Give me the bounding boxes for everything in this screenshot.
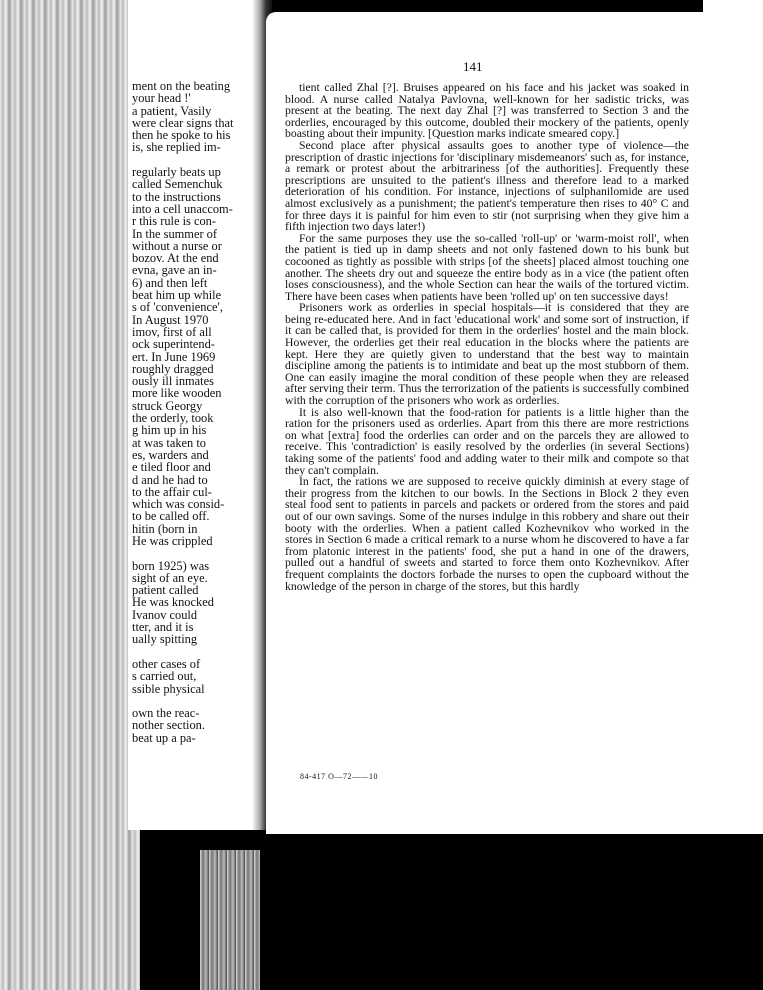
left-page-line: roughly dragged bbox=[132, 361, 214, 376]
left-page-line: ssible physical bbox=[132, 681, 205, 696]
left-page-line: He was knocked bbox=[132, 595, 214, 610]
paragraph: For the same purposes they use the so-called 'roll-up' or 'warm-moist roll', when the patient is tied up in damp sheets and not only fastened down to his bunk but cocooned as tightly as possible with strips [of the sheets] placed almost touching one another. The sheets dry out and squeeze the entire body as in a vice (the patient often loses consciousness), and the whole Section can hear the wails of the tortured victim. There have been cases when patients have been 'rolled up' on ten successive days! bbox=[285, 231, 689, 303]
left-page-line: ment on the beating bbox=[132, 79, 231, 93]
left-page-line: hitin (born in bbox=[132, 521, 198, 536]
scanner-shadow bbox=[200, 850, 260, 990]
left-page-line: more like wooden bbox=[132, 386, 222, 401]
left-page-line: other cases of bbox=[132, 656, 201, 671]
left-page-line: In the summer of bbox=[132, 226, 217, 241]
left-page-text bbox=[128, 80, 234, 744]
left-page-line: your head !' bbox=[132, 91, 191, 106]
left-page-line: is, she replied im- bbox=[132, 140, 221, 155]
left-page-line: r this rule is con- bbox=[132, 214, 216, 229]
paragraph: In fact, the rations we are supposed to receive quickly diminish at every stage of their progress from the kitchen to our bowls. In the Sections in Block 2 they even steal food sent to patients in parcels and packets or ordered from the stores and paid out of our own savings. Some of the nurses indulge in this robbery and share out their booty with the orderlies. When a patient called Kozhevnikov who worked in the stores in Section 6 made a critical remark to a nurse whom he discovered to have a far from platonic interest in the patients' food, she put a hand in one of the drawers, pulled out a handful of sweets and started to force them onto Kozhevnikov. After frequent complaints the doctors forbade the nurses to open the cupboard without the knowledge of the person in charge of the stores, but this hardly bbox=[285, 475, 689, 593]
left-page-line: evna, gave an in- bbox=[132, 263, 217, 278]
left-page-line: ually spitting bbox=[132, 632, 198, 647]
left-page-line: called Semenchuk bbox=[132, 177, 223, 192]
left-page-line: without a nurse or bbox=[132, 238, 222, 253]
left-page-line: g him up in his bbox=[132, 423, 207, 438]
left-page-line: to the instructions bbox=[132, 189, 221, 204]
left-page-line: patient called bbox=[132, 583, 199, 598]
left-page-line: to the affair cul- bbox=[132, 484, 212, 499]
left-page bbox=[128, 0, 258, 830]
left-page-line: beat him up while bbox=[132, 288, 222, 303]
left-page-line: struck Georgy bbox=[132, 398, 203, 413]
left-page-line: 6) and then left bbox=[132, 275, 208, 290]
scanner-edge bbox=[0, 0, 140, 990]
print-code-footer: 84-417 O—72——10 bbox=[300, 772, 378, 781]
page-body bbox=[285, 82, 689, 592]
left-page-line: Ivanov could bbox=[132, 607, 198, 622]
left-page-line: own the reac- bbox=[132, 706, 200, 721]
left-page-line: d and he had to bbox=[132, 472, 208, 487]
left-page-line: tter, and it is bbox=[132, 620, 194, 635]
left-page-line: s of 'convenience', bbox=[132, 300, 223, 315]
left-page-line: ously ill inmates bbox=[132, 374, 214, 389]
left-page-line: regularly beats up bbox=[132, 165, 221, 180]
left-page-line: imov, first of all bbox=[132, 324, 212, 339]
left-page-line: es, warders and bbox=[132, 447, 209, 462]
left-page-line: ert. In June 1969 bbox=[132, 349, 216, 364]
left-page-line: In August 1970 bbox=[132, 312, 209, 327]
left-page-line: were clear signs that bbox=[132, 115, 234, 130]
left-page-line: at was taken to bbox=[132, 435, 206, 450]
left-page-line: to be called off. bbox=[132, 509, 210, 524]
left-page-line: which was consid- bbox=[132, 497, 225, 512]
left-page-line: a patient, Vasily bbox=[132, 103, 212, 118]
left-page-line: the orderly, took bbox=[132, 411, 214, 426]
left-page-line: He was crippled bbox=[132, 533, 213, 548]
left-page-line: then he spoke to his bbox=[132, 128, 231, 143]
left-page-line: bozov. At the end bbox=[132, 251, 219, 266]
page-number: 141 bbox=[463, 59, 483, 74]
paragraph: It is also well-known that the food-ration for patients is a little higher than the ration for the prisoners used as orderlies. Apart from this there are more restrictions on what [extra] food the orderlies can order and on the parcels they are allowed to receive. This 'contradiction' is easily resolved by the orderlies (in several Sections) taking some of the patients' food and adding water to their milk and compote so that they can't complain. bbox=[285, 405, 689, 477]
right-page bbox=[266, 12, 763, 834]
left-page-line: nother section. bbox=[132, 718, 205, 733]
left-page-line: ock superintend- bbox=[132, 337, 215, 352]
left-page-line: s carried out, bbox=[132, 669, 197, 684]
left-page-line: into a cell unaccom- bbox=[132, 201, 233, 216]
paragraph: Second place after physical assaults goes to another type of violence—the prescription of drastic injections for 'disciplinary misdemeanors' such as, for instance, a remark or protest about the arbitrariness [of the authorities]. Frequently these prescriptions are unsuited to the patient's illness and therefore lead to a marked deterioration of his condition. For instance, injections of sulphanilomide are used almost exclusively as a punishment; the patient's temperature then rises to 40° C and for three days it is painful for him even to stir (not surprising when they give him a fifth injection two days later!) bbox=[285, 138, 689, 234]
left-page-line: sight of an eye. bbox=[132, 570, 208, 585]
page-corner bbox=[703, 0, 763, 20]
paragraph: Prisoners work as orderlies in special hospitals—it is considered that they are being re-educated here. And in fact 'educational work' and some sort of instruction, if it can be called that, is provided for them in the orderlies' hostel and the main block. However, the orderlies get their real education in the blocks where the patients are kept. Here they are quietly given to understand that the best way to maintain discipline among the patients is to intimidate and beat up the most stubborn of them. One can easily imagine the moral condition of these people when they are released after serving their term. Thus the terrorization of the patients is successfully combined with the corruption of the prisoners who work as orderlies. bbox=[285, 301, 689, 408]
paragraph: tient called Zhal [?]. Bruises appeared on his face and his jacket was soaked in blood. A nurse called Natalya Pavlovna, well-known for her sadistic tricks, was present at the beating. The next day Zhal [?] was transferred to Section 3 and the orderlies, encouraged by this outcome, doubled their mockery of the patients, openly boasting about their impunity. [Question marks indicate smeared copy.] bbox=[285, 81, 689, 141]
left-page-line: e tiled floor and bbox=[132, 460, 211, 475]
left-page-line: beat up a pa- bbox=[132, 730, 196, 745]
left-page-line bbox=[128, 547, 234, 559]
left-page-line: born 1925) was bbox=[132, 558, 210, 573]
